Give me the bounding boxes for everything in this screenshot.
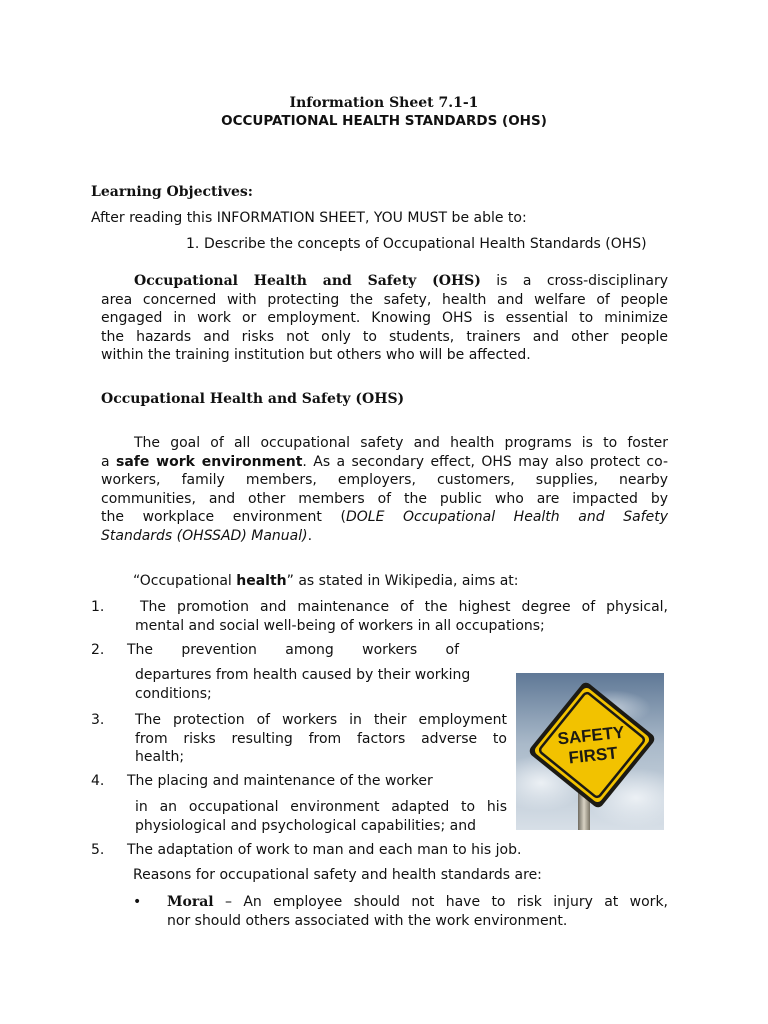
list-item-number: 1.: [91, 599, 105, 615]
objective-item-text: Describe the concepts of Occupational Health Standards (OHS): [204, 236, 647, 252]
objective-item-number: 1.: [186, 236, 200, 252]
health-list-intro: “Occupational health” as stated in Wikipedia, aims at:: [133, 573, 519, 589]
bullet: •: [133, 894, 142, 910]
list-item: The protection of workers in their employment from risks resulting from factors adverse to health;: [135, 712, 507, 765]
ohs-section-heading: Occupational Health and Safety (OHS): [101, 391, 405, 407]
learning-objectives-heading: Learning Objectives:: [91, 184, 253, 200]
list-item: The promotion and maintenance of the highest degree of physical, mental and social well-being of workers in all occupations;: [135, 599, 668, 634]
page-title: OCCUPATIONAL HEALTH STANDARDS (OHS): [221, 113, 547, 129]
reason-item-moral: Moral – An employee should not have to risk injury at work, nor should others associated with the work environment.: [167, 894, 668, 929]
safety-sign-graphic: [516, 673, 664, 830]
list-item-number: 5.: [91, 842, 105, 858]
intro-paragraph: Occupational Health and Safety (OHS) is a cross-disciplinary area concerned with protecting the safety, health and welfare of people engaged in work or employment. Knowing OHS is essential to minimize the hazards and risks not only to students, trainers and other people within the training institution but others who will be affected.: [101, 273, 668, 363]
ohs-paragraph: The goal of all occupational safety and health programs is to foster a safe work environment. As a secondary effect, OHS may also protect co- workers, family members, employers, customers, supplies, nearby communities, and other members of the public who are impacted by the workplace environment (DOLE Occupational Health and Safety Standards (OHSSAD) Manual).: [101, 435, 668, 544]
sign-text-first: FIRST: [567, 743, 619, 768]
sheet-title: Information Sheet 7.1-1: [289, 95, 479, 111]
sign-text-safety: SAFETY: [556, 722, 626, 749]
list-item-continuation: departures from health caused by their working conditions;: [135, 667, 471, 702]
list-item-number: 2.: [91, 642, 105, 658]
reasons-intro: Reasons for occupational safety and health standards are:: [133, 867, 542, 883]
list-item: The prevention among workers of: [127, 642, 459, 658]
list-item: The placing and maintenance of the worker: [127, 773, 433, 789]
objectives-intro: After reading this INFORMATION SHEET, YOU MUST be able to:: [91, 210, 527, 226]
list-item-continuation: in an occupational environment adapted to his physiological and psychological capabilities; and: [135, 799, 507, 834]
safety-first-sign-image: [516, 673, 664, 830]
list-item-number: 3.: [91, 712, 105, 728]
list-item: The adaptation of work to man and each man to his job.: [127, 842, 522, 858]
list-item-number: 4.: [91, 773, 105, 789]
